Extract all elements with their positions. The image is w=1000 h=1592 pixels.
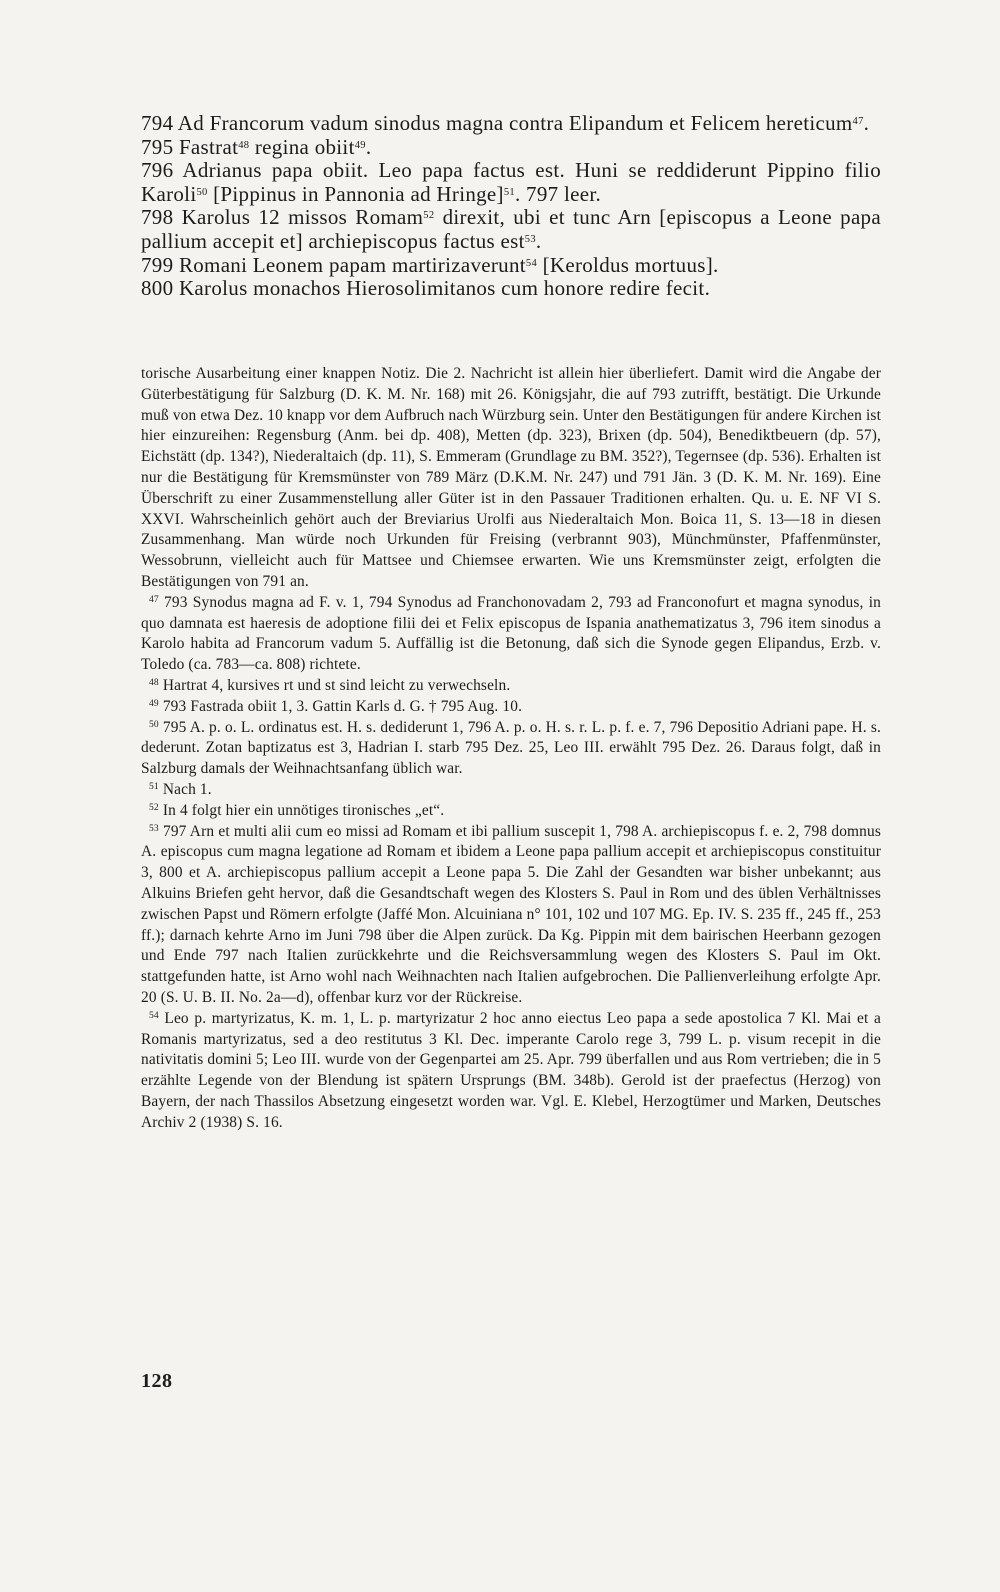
annal-entry-796: 796 Adrianus papa obiit. Leo papa factus est. Huni se reddiderunt Pippino filio Karoli$^{50}$ [Pippinus in Pannonia ad Hringe]$^{51}$. 797 leer.: [141, 158, 881, 206]
footnote-text: In 4 folgt hier ein unnötiges tironisches „et“.: [158, 801, 445, 819]
footnote-number: 53: [149, 822, 159, 834]
annal-entry-798: 798 Karolus 12 missos Romam$^{52}$ direxit, ubi et tunc Arn [episcopus a Leone papa pallium accepit et] archiepiscopus factus est$^{53}$.: [141, 205, 881, 253]
annals-text: [141, 112, 881, 301]
footnote-48: [141, 676, 881, 697]
footnote-ref-53: 53: [524, 234, 536, 246]
page-number: 128: [141, 1370, 173, 1392]
footnote-continuation: torische Ausarbeitung einer knappen Notiz. Die 2. Nachricht ist allein hier überliefert. Damit wird die Angabe der Güterbestätigung für Salzburg (D. K. M. Nr. 168) mit 26. Königsjahr, die auf 793 zutrifft, bestätigt. Die Urkunde muß von etwa Dez. 10 knapp vor dem Aufbruch nach Würzburg sein. Unter den Bestätigungen für andere Kirchen ist hier einzureihen: Regensburg (Anm. bei dp. 408), Metten (dp. 323), Brixen (dp. 504), Benediktbeuern (dp. 57), Eichstätt (dp. 134?), Niederaltaich (dp. 11), S. Emmeram (Grundlage zu BM. 352?), Tegernsee (dp. 536). Erhalten ist nur die Bestätigung für Kremsmünster von 789 März (D.K.M. Nr. 247) und 791 Jän. 3 (D. K. M. Nr. 169). Eine Überschrift zu einer Zusammenstellung aller Güter ist in den Passauer Traditionen erhalten. Qu. u. E. NF VI S. XXVI. Wahrscheinlich gehört auch der Breviarius Urolfi aus Niederaltaich Mon. Boica 11, S. 13—18 in diesen Zusammenhang. Man würde noch Urkunden für Freising (verbrannt 903), Münchmünster, Pfaffenmünster, Wessobrunn, vielleicht auch für Mattsee und Chiemsee erwarten. Wie uns Kremsmünster zeigt, erfolgten die Bestätigungen von 791 an.: [141, 365, 881, 590]
footnote-ref-52: 52: [423, 210, 435, 222]
annal-entry-794: 794 Ad Francorum vadum sinodus magna contra Elipandum et Felicem hereticum$^{47}$.: [141, 111, 870, 135]
footnote-52: [141, 801, 881, 822]
footnote-number: 49: [149, 697, 159, 709]
footnote-number: 52: [149, 801, 159, 813]
footnote-ref-49: 49: [354, 139, 366, 151]
footnote-49: [141, 697, 881, 718]
footnote-ref-54: 54: [525, 257, 538, 269]
footnote-text: 795 A. p. o. L. ordinatus est. H. s. dediderunt 1, 796 A. p. o. H. s. r. L. p. f. e. 7, 796 Depositio Adriani pape. H. s. dederunt. Zotan baptizatus est 3, Hadrian I. starb 795 Dez. 25, Leo III. erwählt 795 Dez. 26. Daraus folgt, daß in Salzburg damals der Weihnachtsanfang üblich war.: [141, 718, 881, 778]
footnote-number: 47: [149, 593, 159, 605]
footnote-ref-48: 48: [238, 139, 250, 151]
footnote-text: Leo p. martyrizatus, K. m. 1, L. p. martyrizatur 2 hoc anno eiectus Leo papa a sede apostolica 7 Kl. Mai et a Romanis martyrizatus, sed a deo restitutus 3 Kl. Dec. imperante Carolo rege 3, 799 L. p. visum recepit in die nativitatis domini 5; Leo III. wurde von der Gegenpartei am 25. Apr. 799 überfallen und aus Rom vertrieben; die in 5 erzählte Legende von der Blendung ist spätern Ursprungs (BM. 348b). Gerold ist der praefectus (Herzog) von Bayern, der nach Thassilos Absetzung eingesetzt worden war. Vgl. E. Klebel, Herzogtümer und Marken, Deutsches Archiv 2 (1938) S. 16.: [141, 1009, 881, 1131]
annal-entry-799: 799 Romani Leonem papam martirizaverunt$^{54}$ [Keroldus mortuus].: [141, 252, 719, 277]
footnote-54: [141, 1009, 881, 1134]
footnote-text: Nach 1.: [158, 780, 212, 798]
footnote-53: [141, 822, 881, 1009]
footnote-text: 793 Fastrada obiit 1, 3. Gattin Karls d. G. † 795 Aug. 10.: [158, 697, 523, 715]
footnote-ref-51: 51: [503, 187, 515, 199]
footnote-number: 48: [149, 676, 159, 688]
footnote-number: 50: [149, 718, 159, 730]
annal-entry-795: 795 Fastrat$^{48}$ regina obiit$^{49}$.: [141, 134, 372, 159]
footnote-ref-50: 50: [196, 187, 208, 199]
footnotes-section: [141, 364, 881, 1133]
footnote-ref-47: 47: [852, 116, 864, 128]
footnote-number: 54: [149, 1009, 159, 1021]
annal-entry-800: 800 Karolus monachos Hierosolimitanos cum honore redire fecit.: [141, 276, 711, 301]
footnote-text: Hartrat 4, kursives rt und st sind leicht zu verwechseln.: [158, 676, 511, 694]
footnote-text: 797 Arn et multi alii cum eo missi ad Romam et ibi pallium suscepit 1, 798 A. archiepiscopus f. e. 2, 798 domnus A. episcopus cum magna legatione ad Romam et ibidem a Leone papa pallium accepit et archiepiscopus constituitur 3, 800 et A. archiepiscopus pallium accepit a Leone papa 5. Die Zahl der Gesandten war bisher unbekannt; aus Alkuins Briefen geht hervor, daß die Gesandtschaft wegen des Klosters S. Paul in Rom und des üblen Verhältnisses zwischen Papst und Römern erfolgte (Jaffé Mon. Alcuiniana n° 101, 102 und 107 MG. Ep. IV. S. 235 ff., 245 ff., 253 ff.); darnach kehrte Arno im Juni 798 über die Alpen zurück. Da Kg. Pippin mit dem bairischen Heerbann gezogen und Ende 797 nach Italien zurückkehrte und die Reichsversammlung wegen des Klosters S. Paul im Okt. stattgefunden hatte, ist Arno wohl nach Weihnachten nach Italien aufgebrochen. Die Pallienverleihung erfolgte Apr. 20 (S. U. B. II. No. 2a—d), offenbar kurz vor der Rückreise.: [141, 822, 881, 1006]
footnote-50: [141, 718, 881, 780]
footnote-51: [141, 780, 881, 801]
footnote-47: [141, 593, 881, 676]
footnote-number: 51: [149, 780, 159, 792]
footnote-text: 793 Synodus magna ad F. v. 1, 794 Synodus ad Franchonovadam 2, 793 ad Franconofurt et magna synodus, in quo damnata est haeresis de adoptione filii dei et Felix episcopus de Ispania anathematizatus 3, 796 item sinodus a Karolo habita ad Francorum vadum 5. Auffällig ist die Betonung, daß sich die Synode gegen Elipandus, Erzb. v. Toledo (ca. 783—ca. 808) richtete.: [141, 593, 881, 674]
